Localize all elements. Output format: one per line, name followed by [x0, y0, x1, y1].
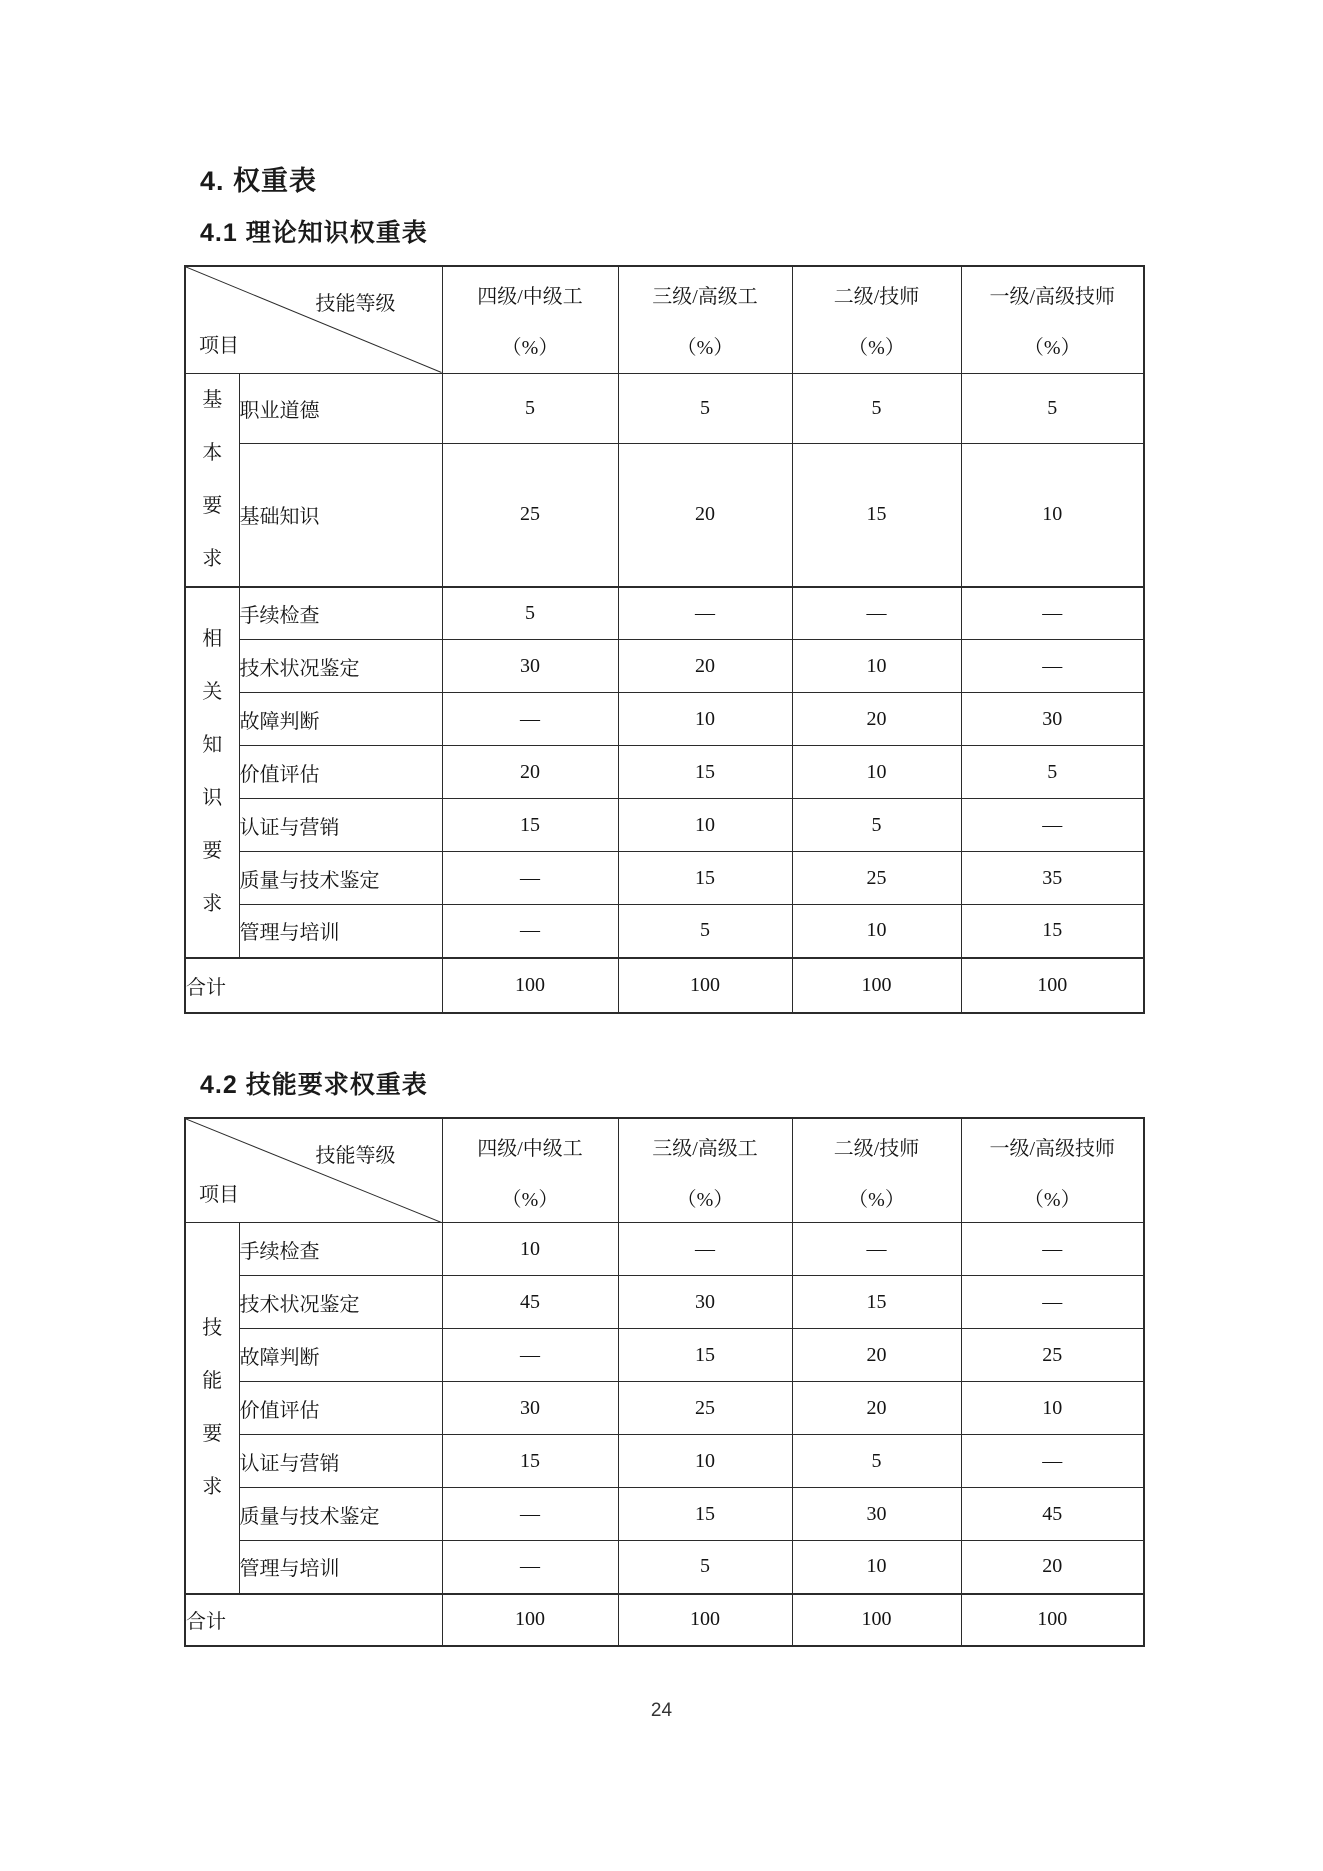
column-header: [442, 1118, 618, 1223]
column-header-name: 一级/高级技师: [989, 1137, 1116, 1160]
total-value-cell: 100: [618, 958, 792, 1013]
value-cell: 5: [792, 373, 961, 443]
weight-table: [184, 265, 1145, 1014]
value-cell: 10: [792, 640, 961, 693]
row-item-label: 技术状况鉴定: [239, 640, 442, 693]
header-row: [185, 266, 1144, 373]
value-cell: 10: [792, 905, 961, 958]
group-label-char: 求: [202, 547, 223, 570]
table-row: [185, 1329, 1144, 1382]
value-cell: 30: [792, 1488, 961, 1541]
column-header-name: 一级/高级技师: [989, 286, 1116, 308]
column-header-percent: （%）: [1023, 337, 1081, 359]
value-cell: 30: [442, 1382, 618, 1435]
row-item-label: 价值评估: [239, 746, 442, 799]
total-value-cell: 100: [792, 958, 961, 1013]
value-cell: —: [618, 587, 792, 640]
value-cell: 30: [442, 640, 618, 693]
value-cell: 20: [961, 1541, 1144, 1594]
total-value-cell: 100: [792, 1594, 961, 1646]
value-cell: —: [618, 1223, 792, 1276]
value-cell: 5: [618, 373, 792, 443]
total-row: [185, 1594, 1144, 1646]
column-header-name: 二级/技师: [833, 1137, 920, 1160]
group-label-char: 关: [202, 681, 223, 703]
group-label-char: 基: [202, 388, 223, 411]
value-cell: 5: [961, 746, 1144, 799]
value-cell: 20: [618, 640, 792, 693]
value-cell: 15: [618, 1329, 792, 1382]
table-row: [185, 1435, 1144, 1488]
total-row: [185, 958, 1144, 1013]
value-cell: 15: [442, 1435, 618, 1488]
page-number: 24: [650, 1700, 673, 1721]
row-item-label: 故障判断: [239, 1329, 442, 1382]
column-header-percent: （%）: [848, 1188, 905, 1211]
row-group-label: [185, 587, 239, 958]
total-value-cell: 100: [961, 1594, 1144, 1646]
row-item-label: 认证与营销: [239, 1435, 442, 1488]
group-label-char: 求: [202, 893, 223, 915]
group-label-char: 本: [202, 441, 223, 464]
theory-knowledge-weight-table-container: [184, 265, 1143, 1014]
group-label-char: 要: [202, 840, 223, 862]
weight-table: [184, 1117, 1145, 1647]
column-header-percent: （%）: [501, 337, 559, 359]
column-header: [792, 1118, 961, 1223]
column-header: [442, 266, 618, 373]
value-cell: 20: [792, 693, 961, 746]
group-label-char: 识: [202, 787, 223, 809]
header-item-label: 项目: [199, 334, 239, 357]
value-cell: 15: [618, 746, 792, 799]
column-header: [618, 266, 792, 373]
group-label-char: 技: [202, 1316, 223, 1339]
column-header: [618, 1118, 792, 1223]
header-row: [185, 1118, 1144, 1223]
table-row: [185, 1541, 1144, 1594]
table-row: [185, 587, 1144, 640]
section-title: 4. 权重表: [200, 166, 318, 196]
value-cell: 25: [442, 443, 618, 586]
total-value-cell: 100: [442, 1594, 618, 1646]
column-header: [792, 266, 961, 373]
row-item-label: 管理与培训: [239, 1541, 442, 1594]
table-row: [185, 373, 1144, 443]
value-cell: —: [961, 799, 1144, 852]
table-row: [185, 1488, 1144, 1541]
value-cell: 15: [618, 1488, 792, 1541]
table-row: [185, 1223, 1144, 1276]
column-header-name: 二级/技师: [833, 286, 920, 308]
value-cell: —: [961, 1223, 1144, 1276]
total-value-cell: 100: [442, 958, 618, 1013]
value-cell: 10: [618, 1435, 792, 1488]
row-item-label: 基础知识: [239, 443, 442, 586]
subsection-title-4-1: 4.1 理论知识权重表: [200, 219, 428, 247]
value-cell: 35: [961, 852, 1144, 905]
value-cell: —: [961, 587, 1144, 640]
value-cell: 15: [618, 852, 792, 905]
value-cell: 45: [442, 1276, 618, 1329]
row-item-label: 质量与技术鉴定: [239, 1488, 442, 1541]
table-row: [185, 640, 1144, 693]
total-label: 合计: [185, 1594, 442, 1646]
value-cell: 10: [442, 1223, 618, 1276]
value-cell: —: [442, 1488, 618, 1541]
row-item-label: 手续检查: [239, 587, 442, 640]
group-label-char: 相: [202, 628, 223, 650]
header-skill-level-label: 技能等级: [315, 1144, 396, 1167]
row-item-label: 质量与技术鉴定: [239, 852, 442, 905]
row-item-label: 认证与营销: [239, 799, 442, 852]
value-cell: 5: [961, 373, 1144, 443]
total-label: 合计: [185, 958, 442, 1013]
value-cell: —: [792, 1223, 961, 1276]
table-row: [185, 799, 1144, 852]
column-header-percent: （%）: [676, 1188, 734, 1211]
value-cell: 10: [961, 1382, 1144, 1435]
diagonal-header-cell: [185, 1118, 442, 1223]
value-cell: 15: [961, 905, 1144, 958]
value-cell: 10: [618, 693, 792, 746]
row-item-label: 管理与培训: [239, 905, 442, 958]
value-cell: —: [442, 905, 618, 958]
row-item-label: 手续检查: [239, 1223, 442, 1276]
group-label-char: 要: [202, 494, 223, 517]
value-cell: —: [961, 640, 1144, 693]
total-value-cell: 100: [618, 1594, 792, 1646]
column-header: [961, 266, 1144, 373]
row-item-label: 技术状况鉴定: [239, 1276, 442, 1329]
value-cell: 15: [442, 799, 618, 852]
diagonal-header-cell: [185, 266, 442, 373]
value-cell: 20: [792, 1382, 961, 1435]
column-header-name: 四级/中级工: [477, 286, 583, 308]
value-cell: 5: [618, 905, 792, 958]
value-cell: 25: [792, 852, 961, 905]
table-row: [185, 905, 1144, 958]
column-header-percent: （%）: [676, 337, 734, 359]
row-group-label: [185, 1223, 239, 1594]
table-row: [185, 852, 1144, 905]
value-cell: 20: [442, 746, 618, 799]
column-header-percent: （%）: [848, 337, 905, 359]
total-value-cell: 100: [961, 958, 1144, 1013]
value-cell: —: [792, 587, 961, 640]
group-label-char: 能: [202, 1369, 223, 1392]
column-header-name: 三级/高级工: [652, 286, 758, 308]
group-label-char: 求: [202, 1475, 223, 1498]
value-cell: 5: [442, 587, 618, 640]
value-cell: 10: [961, 443, 1144, 586]
table-row: [185, 1382, 1144, 1435]
value-cell: 15: [792, 1276, 961, 1329]
value-cell: 5: [618, 1541, 792, 1594]
value-cell: 20: [618, 443, 792, 586]
column-header-name: 四级/中级工: [477, 1137, 583, 1160]
value-cell: 10: [618, 799, 792, 852]
column-header-percent: （%）: [1023, 1188, 1081, 1211]
value-cell: 30: [618, 1276, 792, 1329]
value-cell: 10: [792, 746, 961, 799]
value-cell: —: [961, 1435, 1144, 1488]
column-header-name: 三级/高级工: [652, 1137, 758, 1160]
value-cell: —: [442, 1541, 618, 1594]
table-row: [185, 693, 1144, 746]
row-item-label: 价值评估: [239, 1382, 442, 1435]
value-cell: —: [442, 1329, 618, 1382]
column-header-percent: （%）: [501, 1188, 559, 1211]
value-cell: 5: [792, 799, 961, 852]
subsection-title-4-2: 4.2 技能要求权重表: [200, 1070, 428, 1099]
value-cell: 25: [961, 1329, 1144, 1382]
row-item-label: 故障判断: [239, 693, 442, 746]
header-skill-level-label: 技能等级: [315, 293, 396, 315]
value-cell: 25: [618, 1382, 792, 1435]
row-item-label: 职业道德: [239, 373, 442, 443]
column-header: [961, 1118, 1144, 1223]
row-group-label: [185, 373, 239, 587]
group-label-char: 知: [202, 734, 223, 756]
skill-requirement-weight-table-container: [184, 1117, 1143, 1647]
value-cell: 5: [442, 373, 618, 443]
value-cell: —: [961, 1276, 1144, 1329]
value-cell: 10: [792, 1541, 961, 1594]
table-row: [185, 443, 1144, 586]
value-cell: 45: [961, 1488, 1144, 1541]
value-cell: 20: [792, 1329, 961, 1382]
group-label-char: 要: [202, 1422, 223, 1445]
table-row: [185, 746, 1144, 799]
value-cell: 15: [792, 443, 961, 586]
table-row: [185, 1276, 1144, 1329]
header-item-label: 项目: [199, 1184, 239, 1206]
value-cell: —: [442, 693, 618, 746]
value-cell: 30: [961, 693, 1144, 746]
value-cell: 5: [792, 1435, 961, 1488]
value-cell: —: [442, 852, 618, 905]
